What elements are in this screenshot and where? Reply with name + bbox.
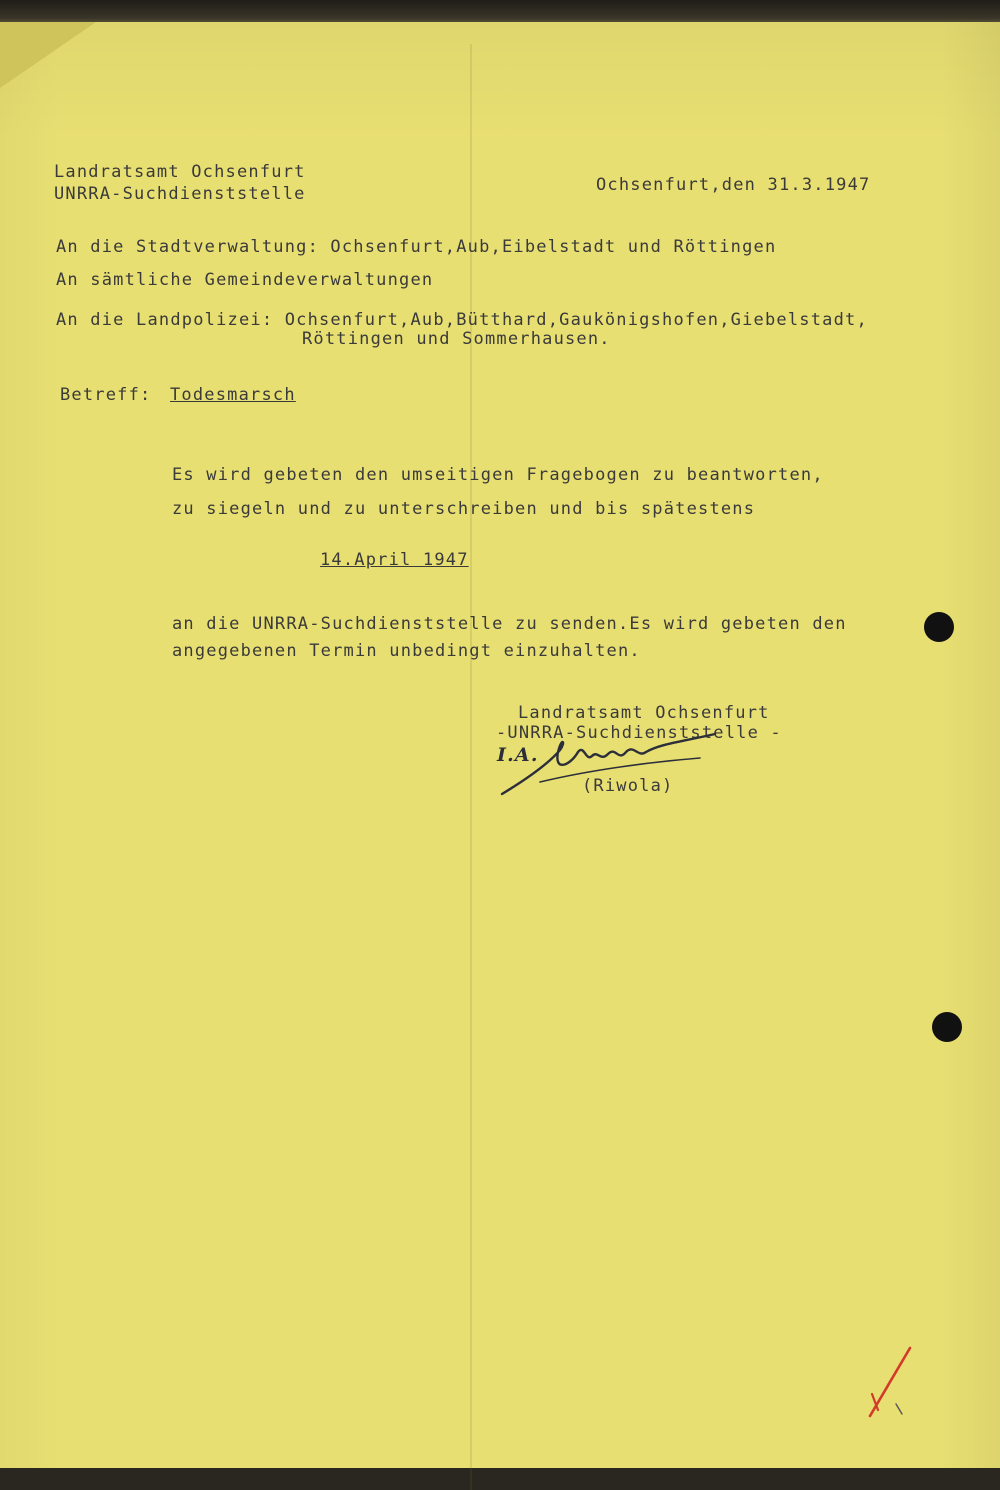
recipient-line-3: An die Landpolizei: Ochsenfurt,Aub,Bütthard,Gaukönigshofen,Giebelstadt, <box>56 310 868 330</box>
recipient-line-4: Röttingen und Sommerhausen. <box>302 329 611 349</box>
sig-department: -UNRRA-Suchdienststelle - <box>496 723 782 743</box>
sig-office: Landratsamt Ochsenfurt <box>518 703 770 723</box>
red-pencil-mark <box>862 1342 922 1422</box>
sender-department: UNRRA-Suchdienststelle <box>54 184 306 204</box>
folded-corner <box>0 22 96 88</box>
deadline: 14.April 1947 <box>320 550 469 570</box>
body-para1-line1: Es wird gebeten den umseitigen Fragebogen zu beantworten, <box>172 465 824 485</box>
paper-fold <box>470 44 472 1490</box>
sig-ia: I.A. <box>497 744 539 766</box>
body-para2-line2: angegebenen Termin unbedingt einzuhalten. <box>172 641 641 661</box>
punch-hole-upper <box>924 612 954 642</box>
punch-hole-lower <box>932 1012 962 1042</box>
subject-value: Todesmarsch <box>170 385 296 405</box>
date-line: Ochsenfurt,den 31.3.1947 <box>596 175 871 195</box>
subject-label: Betreff: <box>60 385 152 405</box>
body-para1-line2: zu siegeln und zu unterschreiben und bis spätestens <box>172 499 756 519</box>
sig-name: (Riwola) <box>582 776 674 796</box>
body-para2-line1: an die UNRRA-Suchdienststelle zu senden.Es wird gebeten den <box>172 614 847 634</box>
document-page <box>0 22 1000 1468</box>
handwritten-signature <box>500 722 730 802</box>
recipient-line-2: An sämtliche Gemeindeverwaltungen <box>56 270 434 290</box>
sender-office: Landratsamt Ochsenfurt <box>54 162 306 182</box>
recipient-line-1: An die Stadtverwaltung: Ochsenfurt,Aub,Eibelstadt und Röttingen <box>56 237 777 257</box>
